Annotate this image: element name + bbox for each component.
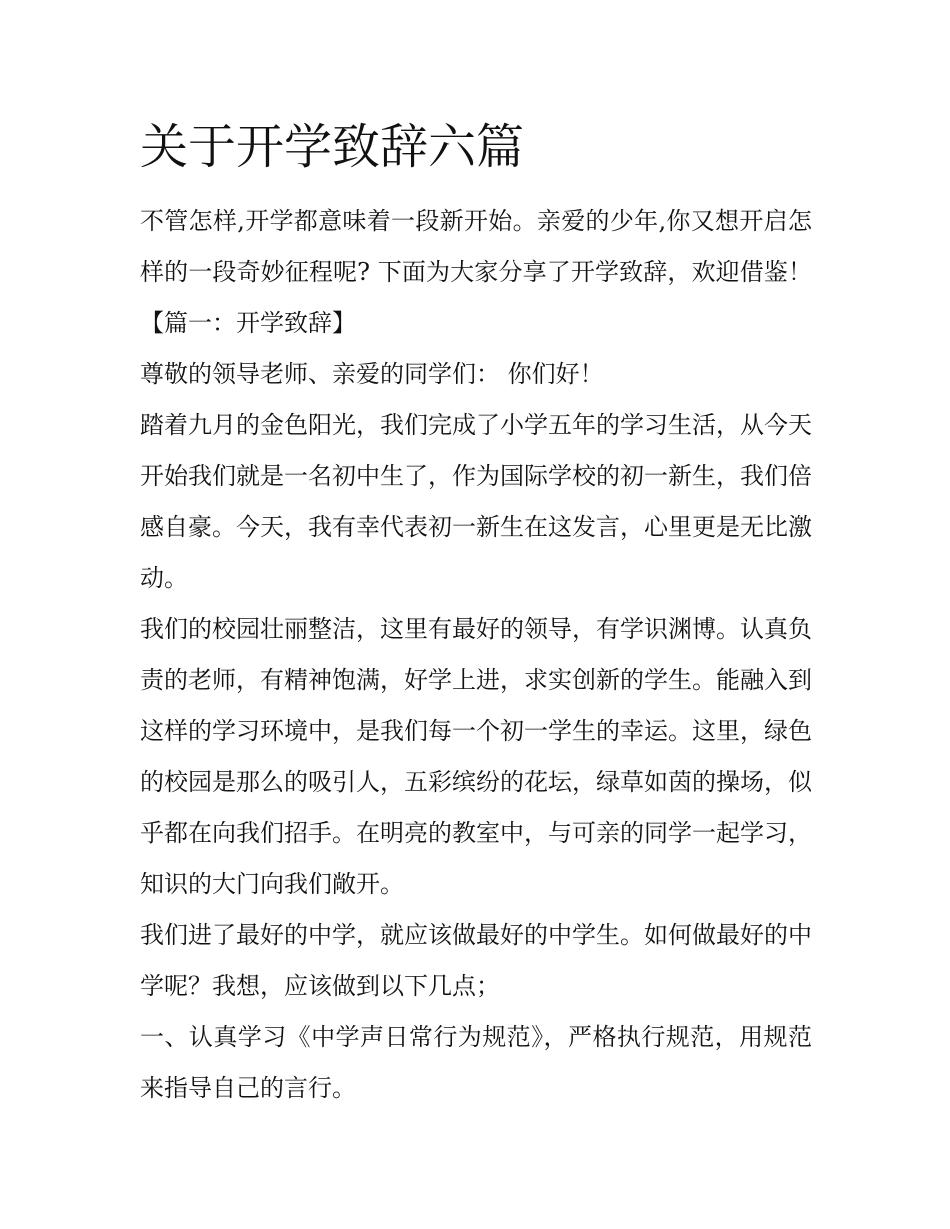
document-body	[140, 196, 812, 1114]
intro-paragraph: 不管怎样,开学都意味着一段新开始。亲爱的少年,你又想开启怎样的一段奇妙征程呢? 下面为大家分享了开学致辞，欢迎借鉴！ 【篇一：开学致辞】	[140, 207, 812, 337]
body-paragraph: 我们的校园壮丽整洁，这里有最好的领导，有学识渊博。认真负责的老师，有精神饱满，好学上进，求实创新的学生。能融入到这样的学习环境中，是我们每一个初一学生的幸运。这里，绿色的校园是那么的吸引人，五彩缤纷的花坛，绿草如茵的操场，似乎都在向我们招手。在明亮的教室中，与可亲的同学一起学习，知识的大门向我们敞开。	[140, 615, 812, 898]
document-title: 关于开学致辞六篇	[140, 119, 525, 175]
body-paragraph: 一、认真学习《中学声日常行为规范》，严格执行规范，用规范来指导自己的言行。	[140, 1023, 812, 1102]
greeting-paragraph: 尊敬的领导老师、亲爱的同学们： 你们好！	[140, 360, 604, 388]
body-paragraph: 我们进了最好的中学，就应该做最好的中学生。如何做最好的中学呢？我想，应该做到以下几点；	[140, 921, 812, 1000]
body-paragraph: 踏着九月的金色阳光，我们完成了小学五年的学习生活，从今天开始我们就是一名初中生了，作为国际学校的初一新生，我们倍感自豪。今天，我有幸代表初一新生在这发言，心里更是无比激动。	[140, 411, 812, 592]
